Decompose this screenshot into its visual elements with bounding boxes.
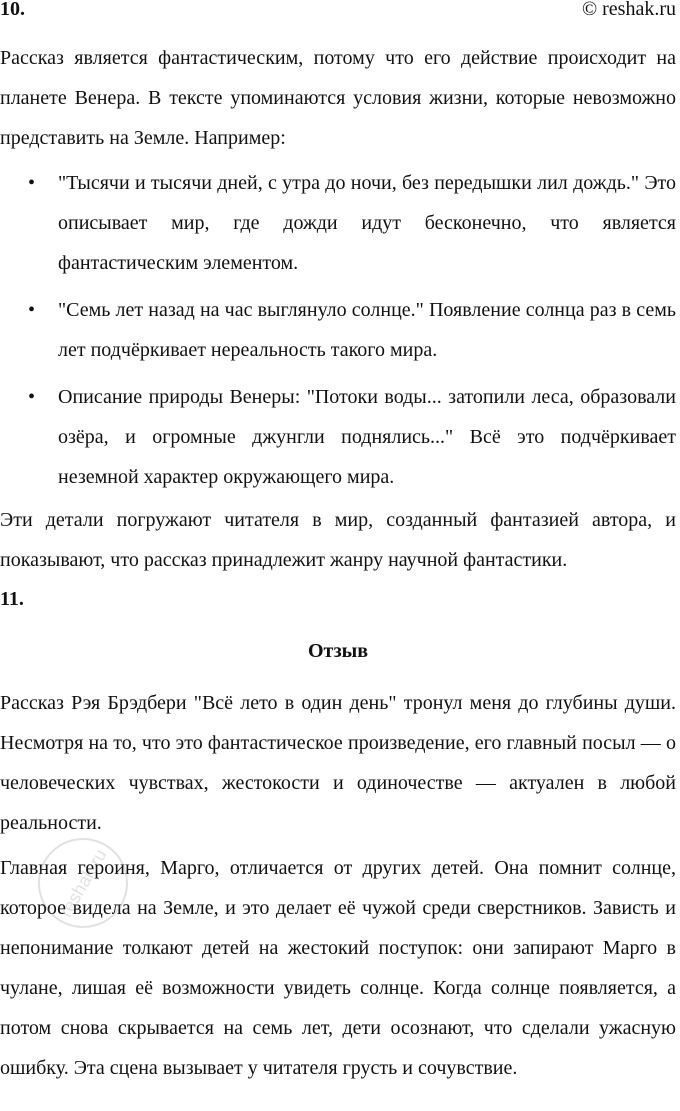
section10-conclusion: Эти детали погружают читателя в мир, созданный фантазией автора, и показывают, что рассказ принадлежит жанру научной фантастики. [0,509,676,571]
bullet-icon: • [28,172,36,194]
list-item-text: Описание природы Венеры: "Потоки воды... затопили леса, образовали озёра, и огромные джунгли поднялись..." Всё это подчёркивает неземной характер окружающего мира. [58,386,676,488]
list-item-text: "Семь лет назад на час выглянуло солнце." Появление солнца раз в семь лет подчёркивает нереальность такого мира. [58,299,676,361]
site-credit: © reshak.ru [581,0,676,20]
list-item [0,163,676,283]
reshak-watermark-logo: reshak.ru [22,822,145,945]
section11-number: 11. [0,588,24,610]
review-paragraph-1: Рассказ Рэя Брэдбери "Всё лето в один день" тронул меня до глубины души. Несмотря на то, что это фантастическое произведение, его главный посыл — о человеческих чувствах, жестокости и одиночестве — актуален в любой реальности. [0,692,676,834]
list-item-text: "Тысячи и тысячи дней, с утра до ночи, без передышки лил дождь." Это описывает мир, где дожди идут бесконечно, что является фантастическим элементом. [58,172,676,274]
task-number: 10. [0,0,25,20]
page-header [0,0,680,30]
section10-intro: Рассказ является фантастическим, потому что его действие происходит на планете Венера. В тексте упоминаются условия жизни, которые невозможно представить на Земле. Например: [0,47,676,149]
review-title: Отзыв [307,640,369,662]
section10-bullet-list [0,163,676,504]
bullet-icon: • [28,386,36,408]
review-paragraph-2: Главная героиня, Марго, отличается от других детей. Она помнит солнце, которое видела на Земле, и это делает её чужой среди сверстников. Зависть и непонимание толкают детей на жестокий поступок: они запирают Марго в чулане, лишая её возможности увидеть солнце. Когда солнце появляется, а потом снова скрывается на семь лет, дети осознают, что сделали ужасную ошибку. Эта сцена вызывает у читателя грусть и сочувствие. [0,857,676,1079]
list-item [0,290,676,370]
list-item [0,377,676,497]
bullet-icon: • [28,299,36,321]
